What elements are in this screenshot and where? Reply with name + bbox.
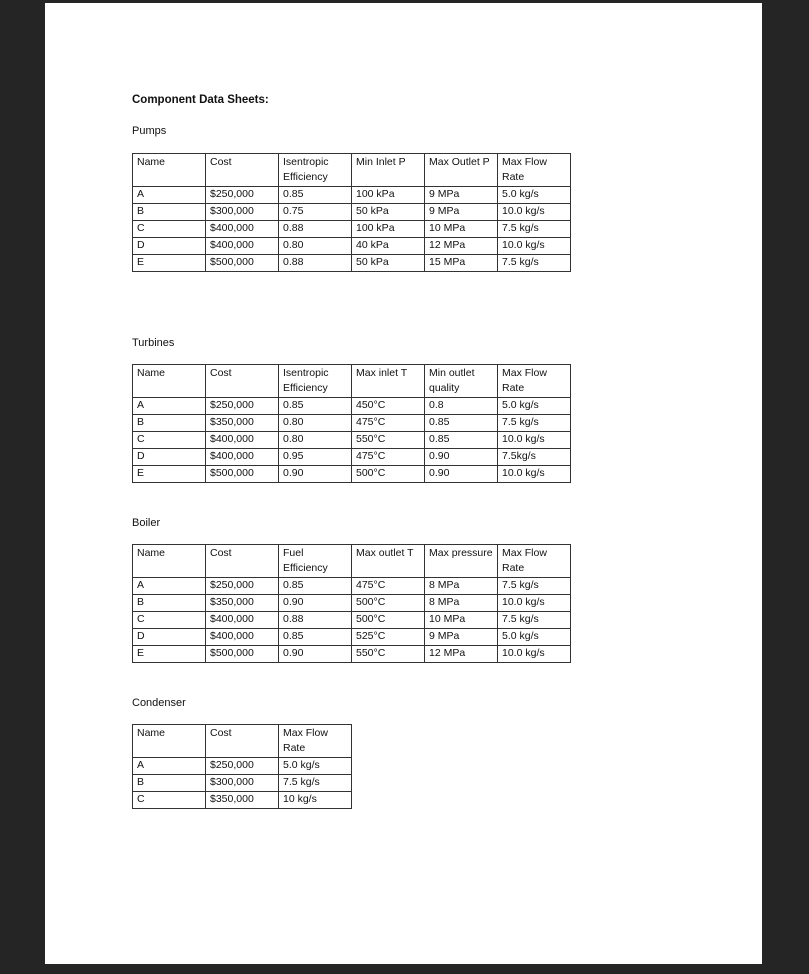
table-row — [133, 646, 571, 663]
table-cell: 50 kPa — [352, 204, 425, 221]
table-cell: 40 kPa — [352, 238, 425, 255]
column-header: Cost — [206, 725, 279, 758]
table-row — [133, 187, 571, 204]
table-cell: 0.88 — [279, 255, 352, 272]
table-cell: $400,000 — [206, 629, 279, 646]
table-cell: 7.5kg/s — [498, 449, 571, 466]
table-cell: D — [133, 238, 206, 255]
table-row — [133, 792, 352, 809]
table-cell: 10.0 kg/s — [498, 466, 571, 483]
table-cell: $400,000 — [206, 612, 279, 629]
column-header: Name — [133, 545, 206, 578]
table-row — [133, 255, 571, 272]
table-cell: 7.5 kg/s — [498, 578, 571, 595]
table-cell: 10.0 kg/s — [498, 646, 571, 663]
table-row — [133, 775, 352, 792]
table-cell: 0.90 — [425, 466, 498, 483]
table-cell: $400,000 — [206, 221, 279, 238]
table-cell: 12 MPa — [425, 646, 498, 663]
document-title: Component Data Sheets: — [132, 94, 269, 106]
table-cell: 50 kPa — [352, 255, 425, 272]
column-header: Max Flow Rate — [498, 365, 571, 398]
table-row — [133, 221, 571, 238]
table-cell: 550°C — [352, 432, 425, 449]
column-header: Max inlet T — [352, 365, 425, 398]
table-cell: 0.90 — [279, 466, 352, 483]
column-header: Min outlet quality — [425, 365, 498, 398]
table-row — [133, 758, 352, 775]
table-cell: B — [133, 775, 206, 792]
table-cell: A — [133, 187, 206, 204]
column-header: Isentropic Efficiency — [279, 365, 352, 398]
table-cell: 9 MPa — [425, 204, 498, 221]
table-cell: $400,000 — [206, 238, 279, 255]
table-cell: 475°C — [352, 449, 425, 466]
table-cell: 0.95 — [279, 449, 352, 466]
table-cell: 7.5 kg/s — [498, 255, 571, 272]
table-cell: D — [133, 629, 206, 646]
table-cell: 9 MPa — [425, 629, 498, 646]
column-header: Min Inlet P — [352, 154, 425, 187]
table-cell: E — [133, 255, 206, 272]
table-cell: $400,000 — [206, 449, 279, 466]
table-cell: 0.88 — [279, 221, 352, 238]
table-row — [133, 415, 571, 432]
header-row — [133, 365, 571, 398]
table-cell: B — [133, 415, 206, 432]
table-cell: 5.0 kg/s — [498, 629, 571, 646]
table-cell: 10.0 kg/s — [498, 595, 571, 612]
table-cell: 10.0 kg/s — [498, 238, 571, 255]
column-header: Cost — [206, 154, 279, 187]
table-cell: $500,000 — [206, 646, 279, 663]
table-cell: $300,000 — [206, 204, 279, 221]
header-row — [133, 154, 571, 187]
column-header: Max Flow Rate — [279, 725, 352, 758]
column-header: Cost — [206, 545, 279, 578]
header-row — [133, 725, 352, 758]
column-header: Max outlet T — [352, 545, 425, 578]
boiler-table — [132, 544, 571, 663]
table-cell: $350,000 — [206, 792, 279, 809]
table-cell: B — [133, 595, 206, 612]
table-cell: 500°C — [352, 612, 425, 629]
table-cell: 475°C — [352, 415, 425, 432]
table-cell: D — [133, 449, 206, 466]
table-row — [133, 595, 571, 612]
condenser-table — [132, 724, 352, 809]
table-cell: 0.85 — [425, 432, 498, 449]
table-cell: $500,000 — [206, 466, 279, 483]
table-cell: $350,000 — [206, 415, 279, 432]
table-cell: 500°C — [352, 466, 425, 483]
table-cell: 12 MPa — [425, 238, 498, 255]
table-row — [133, 432, 571, 449]
table-cell: 0.80 — [279, 415, 352, 432]
table-cell: 0.75 — [279, 204, 352, 221]
table-cell: C — [133, 612, 206, 629]
column-header: Max Flow Rate — [498, 154, 571, 187]
column-header: Fuel Efficiency — [279, 545, 352, 578]
table-cell: $500,000 — [206, 255, 279, 272]
table-cell: 0.88 — [279, 612, 352, 629]
table-cell: 8 MPa — [425, 595, 498, 612]
table-cell: 0.80 — [279, 432, 352, 449]
header-row — [133, 545, 571, 578]
table-cell: 0.90 — [279, 646, 352, 663]
column-header: Max Flow Rate — [498, 545, 571, 578]
table-cell: 7.5 kg/s — [279, 775, 352, 792]
table-row — [133, 612, 571, 629]
table-cell: 7.5 kg/s — [498, 415, 571, 432]
table-cell: $400,000 — [206, 432, 279, 449]
table-cell: A — [133, 578, 206, 595]
table-cell: 475°C — [352, 578, 425, 595]
table-cell: A — [133, 758, 206, 775]
table-cell: 9 MPa — [425, 187, 498, 204]
section-heading-condenser: Condenser — [132, 697, 186, 709]
table-cell: 10 MPa — [425, 612, 498, 629]
table-cell: 8 MPa — [425, 578, 498, 595]
table-cell: $250,000 — [206, 398, 279, 415]
table-cell: 450°C — [352, 398, 425, 415]
section-heading-turbines: Turbines — [132, 337, 175, 349]
table-cell: $250,000 — [206, 187, 279, 204]
pumps-table — [132, 153, 571, 272]
column-header: Name — [133, 725, 206, 758]
table-cell: 10.0 kg/s — [498, 204, 571, 221]
column-header: Cost — [206, 365, 279, 398]
table-cell: 0.90 — [279, 595, 352, 612]
table-cell: 7.5 kg/s — [498, 612, 571, 629]
table-row — [133, 578, 571, 595]
table-row — [133, 204, 571, 221]
table-cell: $250,000 — [206, 758, 279, 775]
table-cell: 550°C — [352, 646, 425, 663]
column-header: Name — [133, 154, 206, 187]
table-cell: 0.8 — [425, 398, 498, 415]
table-row — [133, 398, 571, 415]
table-cell: 0.85 — [279, 187, 352, 204]
table-cell: 15 MPa — [425, 255, 498, 272]
table-cell: 100 kPa — [352, 221, 425, 238]
table-cell: 0.85 — [425, 415, 498, 432]
table-cell: $250,000 — [206, 578, 279, 595]
table-cell: 5.0 kg/s — [498, 398, 571, 415]
table-cell: B — [133, 204, 206, 221]
table-cell: 0.85 — [279, 398, 352, 415]
table-cell: 5.0 kg/s — [498, 187, 571, 204]
table-cell: 100 kPa — [352, 187, 425, 204]
table-cell: $300,000 — [206, 775, 279, 792]
table-row — [133, 466, 571, 483]
table-cell: C — [133, 432, 206, 449]
column-header: Max pressure — [425, 545, 498, 578]
table-cell: C — [133, 792, 206, 809]
table-cell: 500°C — [352, 595, 425, 612]
table-row — [133, 629, 571, 646]
table-cell: $350,000 — [206, 595, 279, 612]
table-cell: E — [133, 646, 206, 663]
document-page — [45, 3, 762, 964]
column-header: Max Outlet P — [425, 154, 498, 187]
section-heading-boiler: Boiler — [132, 517, 161, 529]
column-header: Isentropic Efficiency — [279, 154, 352, 187]
table-row — [133, 238, 571, 255]
column-header: Name — [133, 365, 206, 398]
table-cell: E — [133, 466, 206, 483]
table-cell: 0.80 — [279, 238, 352, 255]
section-heading-pumps: Pumps — [132, 125, 167, 137]
table-row — [133, 449, 571, 466]
table-cell: 0.90 — [425, 449, 498, 466]
table-cell: 525°C — [352, 629, 425, 646]
turbines-table — [132, 364, 571, 483]
table-cell: 7.5 kg/s — [498, 221, 571, 238]
table-cell: C — [133, 221, 206, 238]
table-cell: A — [133, 398, 206, 415]
table-cell: 10 kg/s — [279, 792, 352, 809]
table-cell: 0.85 — [279, 578, 352, 595]
table-cell: 10.0 kg/s — [498, 432, 571, 449]
table-cell: 5.0 kg/s — [279, 758, 352, 775]
table-cell: 10 MPa — [425, 221, 498, 238]
table-cell: 0.85 — [279, 629, 352, 646]
